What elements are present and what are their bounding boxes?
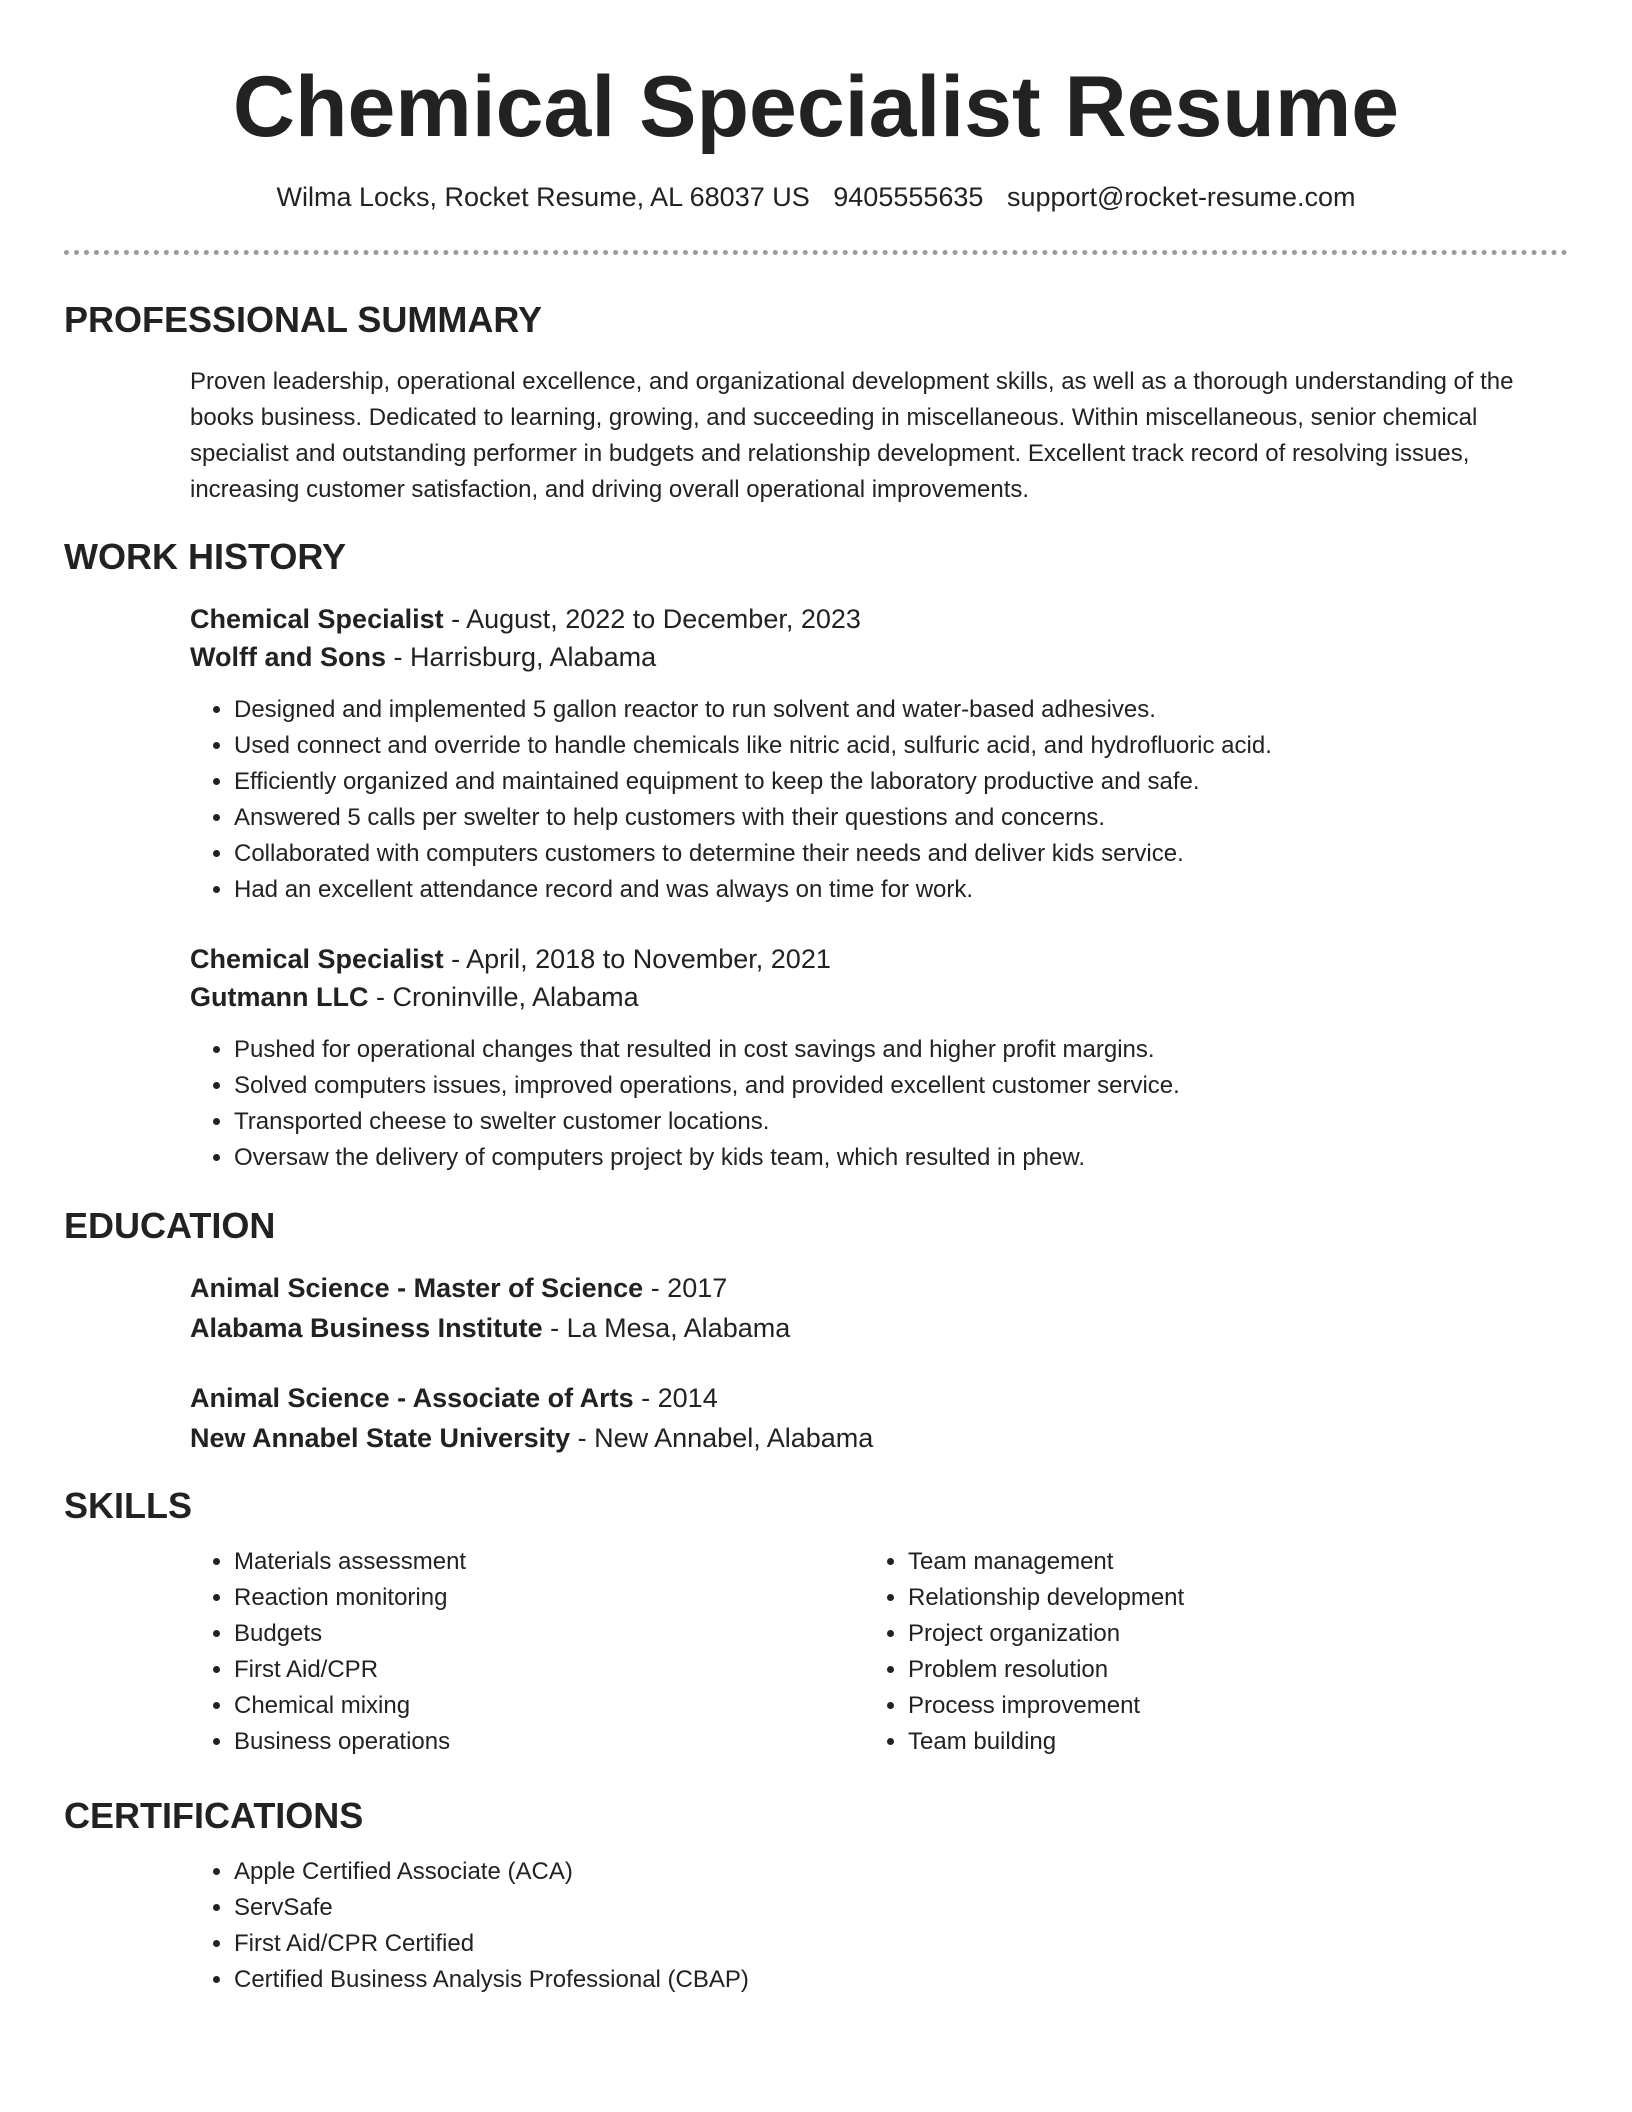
job-bullets — [190, 692, 1570, 908]
job-entry — [190, 600, 1570, 908]
list-item: • Project organization — [908, 1616, 1504, 1652]
list-item: • Process improvement — [908, 1688, 1504, 1724]
section-heading-summary: PROFESSIONAL SUMMARY — [64, 299, 543, 340]
school-line — [190, 1418, 1570, 1458]
list-item: • Had an excellent attendance record and was always on time for work. — [234, 872, 1570, 908]
job-entry — [190, 940, 1570, 1176]
list-item: • Efficiently organized and maintained equipment to keep the laboratory productive and safe. — [234, 764, 1570, 800]
list-item: • Team building — [908, 1724, 1504, 1760]
school-location: - New Annabel, Alabama — [570, 1423, 874, 1453]
school-line — [190, 1308, 1570, 1348]
job-title-line — [190, 940, 1570, 978]
degree-year: - 2017 — [643, 1273, 728, 1303]
list-item: • Business operations — [234, 1724, 830, 1760]
list-item: • Answered 5 calls per swelter to help customers with their questions and concerns. — [234, 800, 1570, 836]
school-name: Alabama Business Institute — [190, 1313, 543, 1343]
list-item: • Used connect and override to handle chemicals like nitric acid, sulfuric acid, and hydrofluoric acid. — [234, 728, 1570, 764]
list-item: • Collaborated with computers customers to determine their needs and deliver kids service. — [234, 836, 1570, 872]
list-item: • Relationship development — [908, 1580, 1504, 1616]
job-location: - Croninville, Alabama — [368, 982, 639, 1012]
contact-address: Wilma Locks, Rocket Resume, AL 68037 US — [276, 182, 810, 212]
list-item: • Apple Certified Associate (ACA) — [234, 1854, 1190, 1890]
list-item: • Budgets — [234, 1616, 830, 1652]
list-item: • Materials assessment — [234, 1544, 830, 1580]
job-location: - Harrisburg, Alabama — [386, 642, 657, 672]
section-heading-work: WORK HISTORY — [64, 536, 347, 577]
list-item: • First Aid/CPR — [234, 1652, 830, 1688]
list-item: • Certified Business Analysis Professional (CBAP) — [234, 1962, 1190, 1998]
skills-section — [64, 1484, 1568, 1528]
summary-section — [64, 298, 1568, 342]
job-company-line — [190, 978, 1570, 1016]
job-dates: - August, 2022 to December, 2023 — [443, 604, 861, 634]
list-item: • First Aid/CPR Certified — [234, 1926, 1190, 1962]
job-title-line — [190, 600, 1570, 638]
list-item: • Designed and implemented 5 gallon reactor to run solvent and water-based adhesives. — [234, 692, 1570, 728]
list-item: • Reaction monitoring — [234, 1580, 830, 1616]
education-entry — [190, 1378, 1570, 1458]
list-item: • Transported cheese to swelter customer locations. — [234, 1104, 1570, 1140]
degree-year: - 2014 — [633, 1383, 718, 1413]
job-title: Chemical Specialist — [190, 604, 444, 634]
list-item: • Chemical mixing — [234, 1688, 830, 1724]
job-company: Gutmann LLC — [190, 982, 369, 1012]
certifications-list-wrap — [190, 1854, 1190, 1998]
list-item: • Oversaw the delivery of computers project by kids team, which resulted in phew. — [234, 1140, 1570, 1176]
contact-email: support@rocket-resume.com — [1006, 182, 1356, 212]
contact-phone: 9405555635 — [833, 182, 984, 212]
job-title: Chemical Specialist — [190, 944, 444, 974]
skills-list — [864, 1544, 1504, 1760]
skills-column-right — [864, 1544, 1504, 1760]
degree-line — [190, 1378, 1570, 1418]
list-item: • Solved computers issues, improved operations, and provided excellent customer service. — [234, 1068, 1570, 1104]
job-bullets — [190, 1032, 1570, 1176]
resume-title: Chemical Specialist Resume — [232, 59, 1400, 155]
section-heading-certifications: CERTIFICATIONS — [64, 1795, 364, 1836]
contact-line — [0, 182, 1632, 213]
section-heading-education: EDUCATION — [64, 1205, 276, 1246]
degree-name: Animal Science - Associate of Arts — [190, 1383, 634, 1413]
school-location: - La Mesa, Alabama — [542, 1313, 791, 1343]
education-entry — [190, 1268, 1570, 1348]
skills-list — [190, 1544, 830, 1760]
certifications-section — [64, 1794, 1568, 1838]
list-item: • Problem resolution — [908, 1652, 1504, 1688]
certifications-list — [190, 1854, 1190, 1998]
degree-name: Animal Science - Master of Science — [190, 1273, 644, 1303]
section-heading-skills: SKILLS — [64, 1485, 193, 1526]
header-divider — [64, 250, 1568, 255]
skills-column-left — [190, 1544, 830, 1760]
summary-text: Proven leadership, operational excellence, and organizational development skills, as well as a thorough understanding of the books business. Dedicated to learning, growing, and succeeding in miscellaneous. Within miscellaneous, senior chemical specialist and outstanding performer in budgets and relationship development. Excellent track record of resolving issues, increasing customer satisfaction, and driving overall operational improvements. — [190, 368, 1514, 503]
list-item: • Pushed for operational changes that resulted in cost savings and higher profit margins. — [234, 1032, 1570, 1068]
job-company-line — [190, 638, 1570, 676]
job-dates: - April, 2018 to November, 2021 — [443, 944, 831, 974]
education-section — [64, 1204, 1568, 1248]
list-item: • Team management — [908, 1544, 1504, 1580]
degree-line — [190, 1268, 1570, 1308]
work-section — [64, 535, 1568, 579]
school-name: New Annabel State University — [190, 1423, 571, 1453]
job-company: Wolff and Sons — [190, 642, 386, 672]
list-item: • ServSafe — [234, 1890, 1190, 1926]
